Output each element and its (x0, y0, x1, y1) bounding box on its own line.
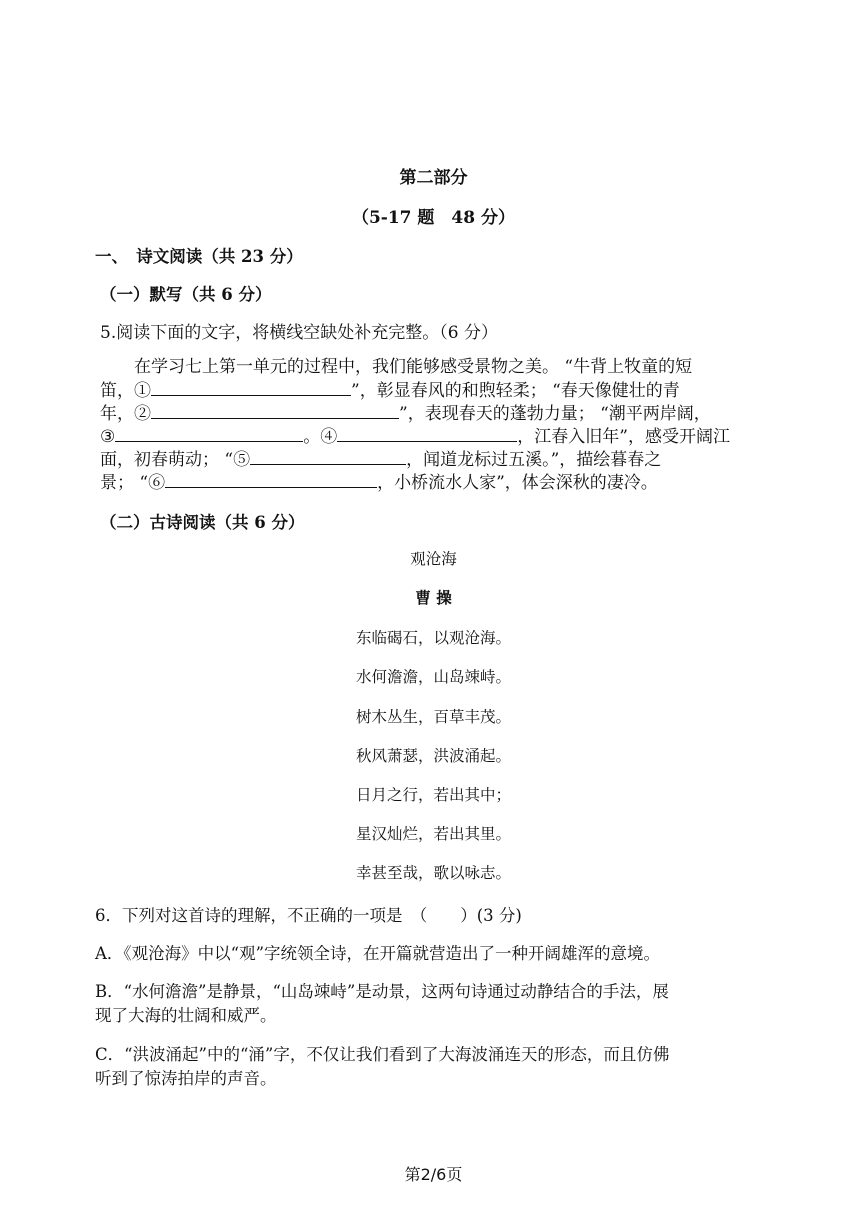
subsection-dictation: （一）默写（共 6 分） (100, 285, 272, 304)
poem-title: 观沧海 (410, 550, 457, 568)
passage-text: 面，初春萌动； “⑤ (100, 450, 251, 470)
poem-line: 幸甚至哉，歌以咏志。 (355, 864, 511, 882)
poem-line: 秋风萧瑟，洪波涌起。 (355, 747, 511, 765)
passage-text: 景； “⑥ (100, 473, 166, 493)
section-heading: 一、 诗文阅读（共 23 分） (95, 247, 303, 266)
passage-line-1: 在学习七上第一单元的过程中，我们能够感受景物之美。 “牛背上牧童的短 (134, 357, 693, 377)
poem-line: 东临碣石，以观沧海。 (355, 629, 511, 647)
poem-line: 树木丛生，百草丰茂。 (355, 708, 511, 726)
poem-line: 日月之行，若出其中； (355, 786, 511, 804)
option-a[interactable]: A．《观沧海》中以“观”字统领全诗，在开篇就营造出了一种开阔雄浑的意境。 (95, 944, 661, 963)
option-b-line-1[interactable]: B．“水何澹澹”是静景，“山岛竦峙”是动景，这两句诗通过动静结合的手法，展 (95, 982, 669, 1001)
passage-line-3 (100, 402, 780, 425)
poem-line: 星汉灿烂，若出其里。 (355, 825, 511, 843)
question-6-stem: 6．下列对这首诗的理解，不正确的一项是 （ ）(3 分) (95, 906, 522, 925)
passage-line-6 (100, 471, 780, 494)
blank-5[interactable] (250, 448, 406, 465)
blank-1[interactable] (151, 379, 351, 396)
passage-line-5 (100, 448, 780, 471)
question-5-passage (100, 356, 780, 494)
option-c-line-1[interactable]: C．“洪波涌起”中的“涌”字，不仅让我们看到了大海波涌连天的形态，而且仿佛 (95, 1045, 670, 1064)
subsection-poem-reading: （二）古诗阅读（共 6 分） (100, 513, 305, 532)
passage-text: ，小桥流水人家”，体会深秋的凄冷。 (377, 473, 658, 493)
passage-text: 。④ (303, 427, 338, 447)
passage-text: ”，表现春天的蓬勃力量； “潮平两岸阔， (399, 404, 711, 424)
passage-text: 年，② (100, 404, 151, 424)
poem-author: 曹 操 (415, 588, 452, 607)
passage-line-4 (100, 425, 780, 448)
passage-text: ，江春入旧年”，感受开阔江 (517, 427, 730, 447)
part-title: 第二部分 (399, 168, 468, 188)
passage-text: 笛，① (100, 381, 151, 401)
blank-3[interactable] (115, 425, 303, 442)
blank-2[interactable] (151, 402, 399, 419)
passage-text: ，闻道龙标过五溪。”，描绘暮春之 (406, 450, 662, 470)
question-5-prompt: 5.阅读下面的文字，将横线空缺处补充完整。（6 分） (100, 323, 498, 343)
poem-line: 水何澹澹，山岛竦峙。 (355, 668, 511, 686)
blank-6[interactable] (165, 471, 377, 488)
part-subtitle: （5-17 题 48 分） (351, 208, 516, 228)
passage-line-2 (100, 379, 780, 402)
option-c-line-2[interactable]: 听到了惊涛拍岸的声音。 (95, 1069, 277, 1088)
passage-text: ③ (100, 427, 116, 447)
passage-text: ”，彰显春风的和煦轻柔； “春天像健壮的青 (351, 381, 680, 401)
page-number: 第2/6页 (404, 1165, 463, 1184)
option-b-line-2[interactable]: 现了大海的壮阔和威严。 (95, 1006, 277, 1025)
blank-4[interactable] (337, 425, 517, 442)
